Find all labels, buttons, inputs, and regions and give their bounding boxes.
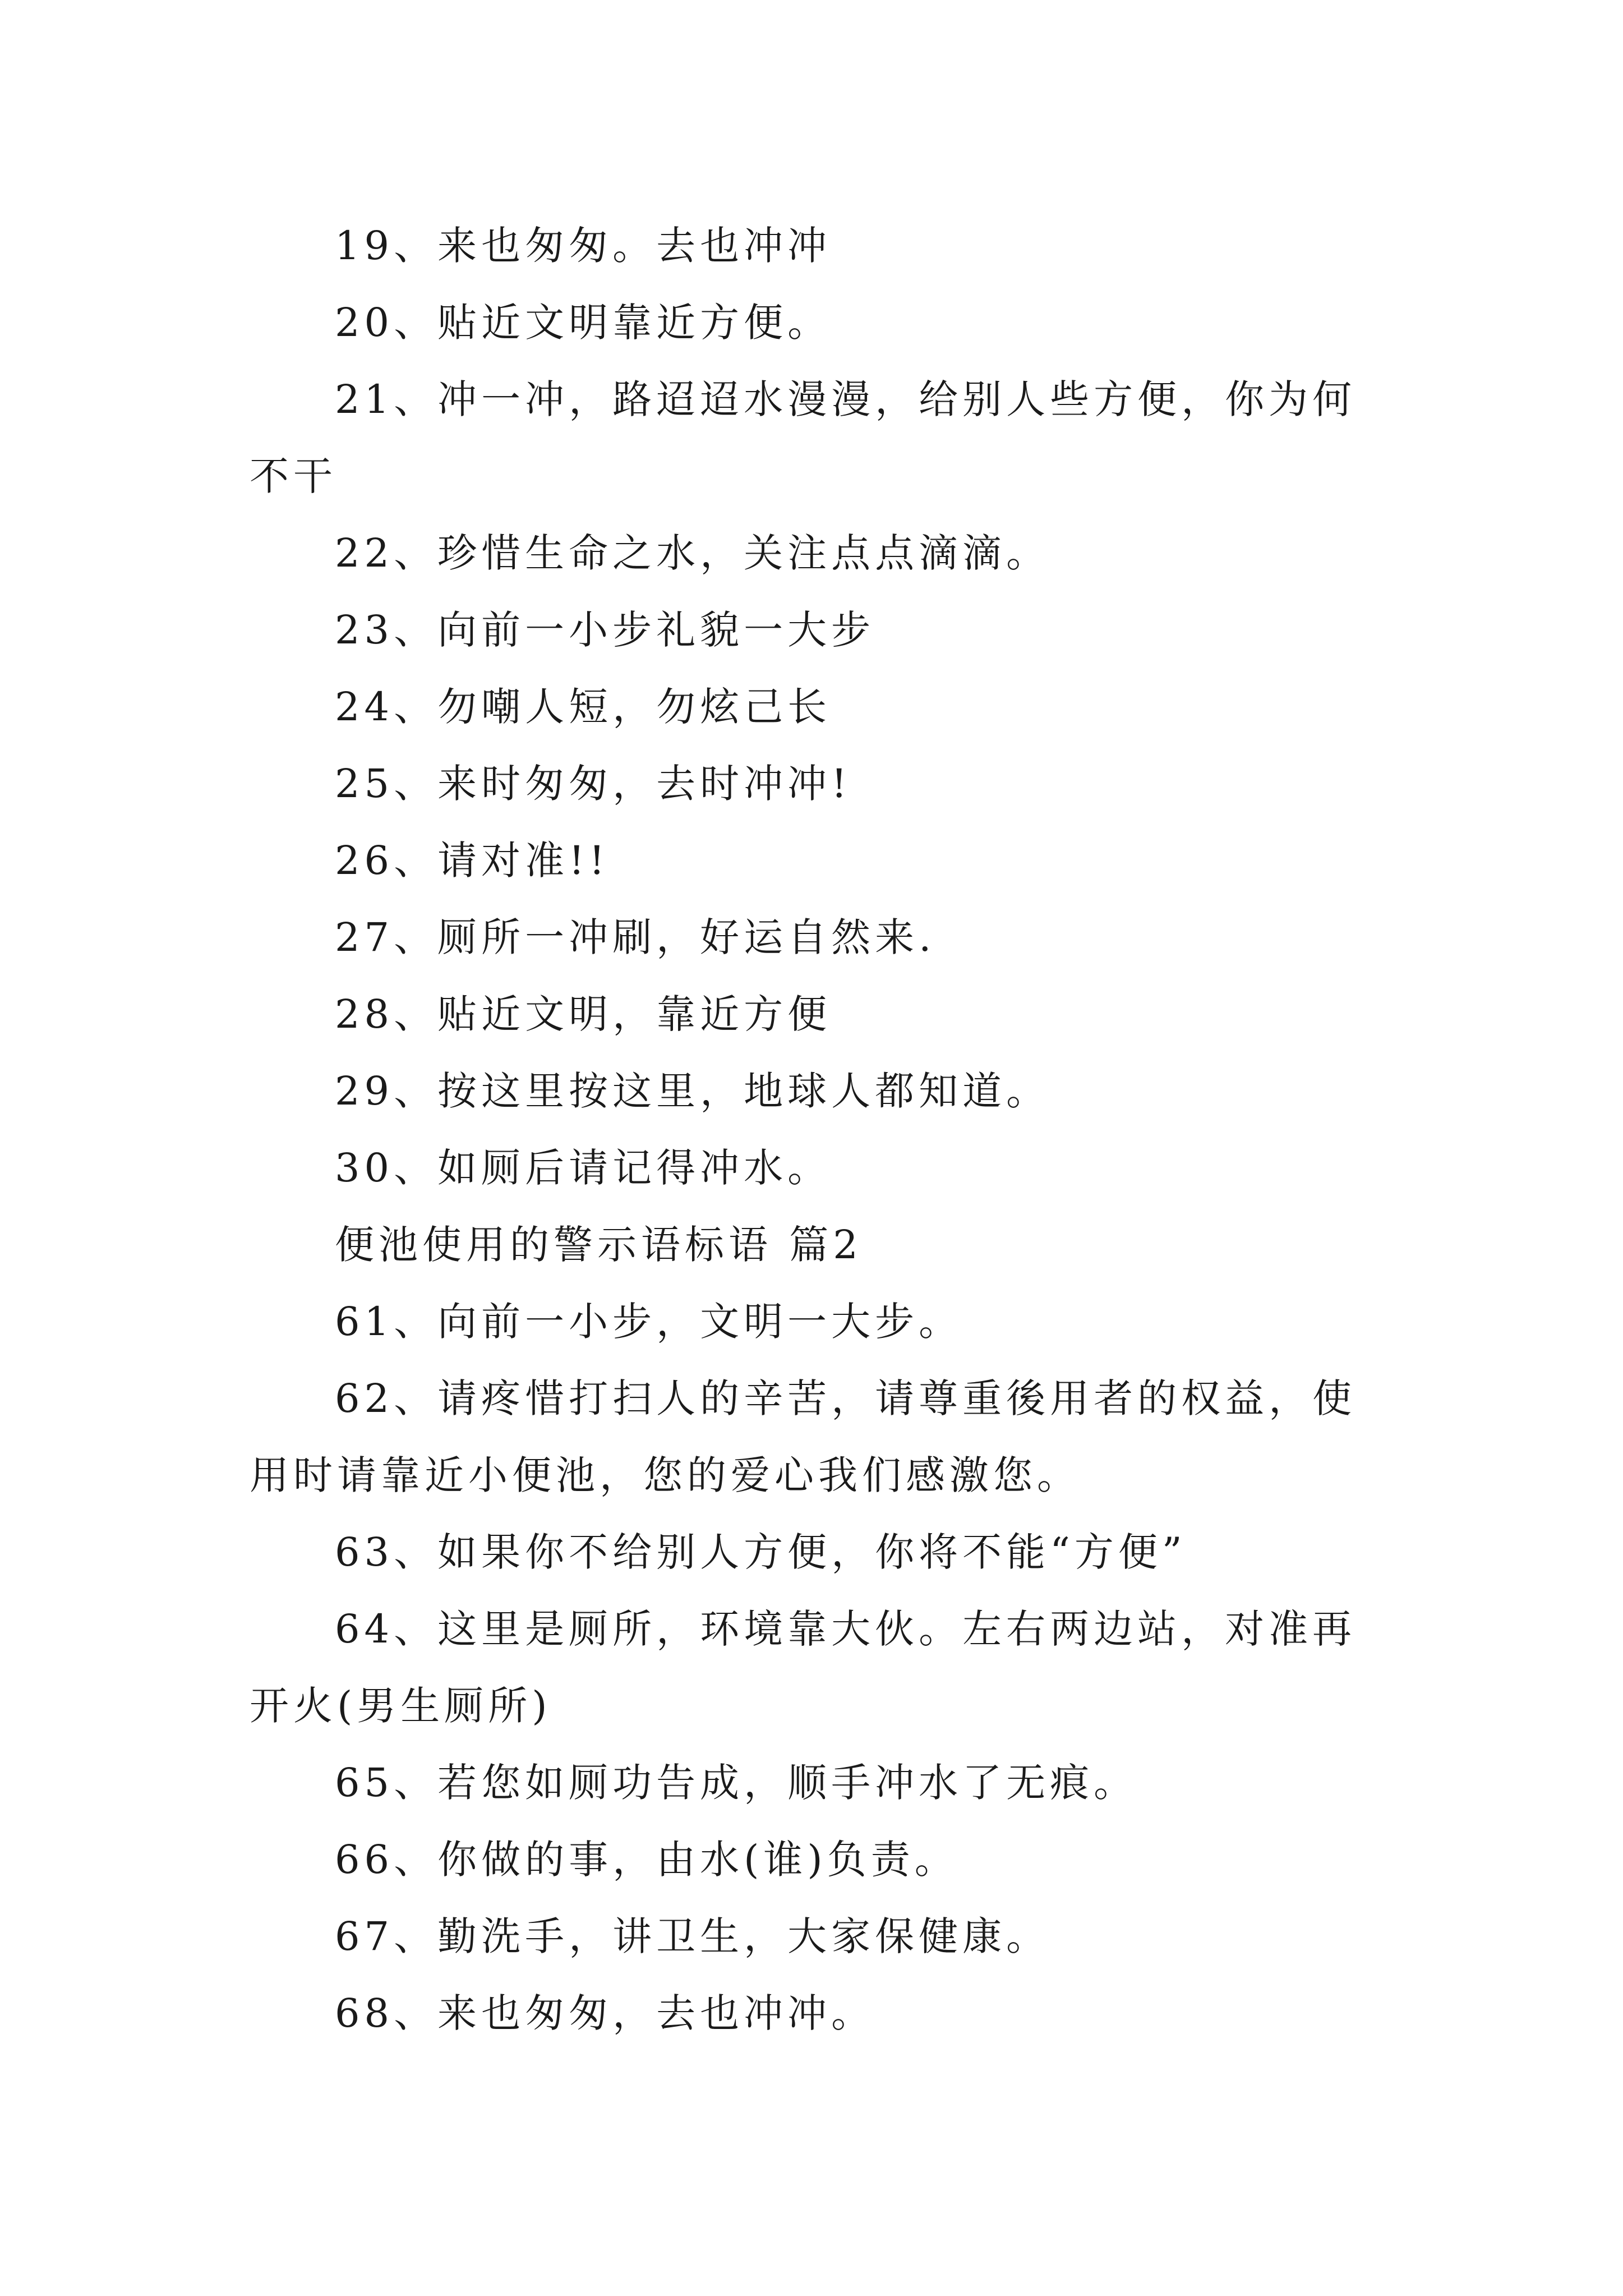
paragraph-26: 26、请对准!! [335, 838, 610, 884]
paragraph-24: 24、勿嘲人短，勿炫己长 [335, 684, 832, 730]
paragraph-19: 19、来也匆匆。去也冲冲 [335, 223, 832, 269]
paragraph-29: 29、按这里按这里，地球人都知道。 [335, 1068, 1050, 1114]
paragraph-61: 61、向前一小步，文明一大步。 [335, 1299, 963, 1345]
paragraph-66: 66、你做的事，由水(谁)负责。 [335, 1837, 958, 1883]
paragraph-28: 28、贴近文明，靠近方便 [335, 991, 832, 1037]
paragraph-27: 27、厕所一冲刷，好运自然来. [335, 914, 936, 960]
paragraph-62: 62、请疼惜打扫人的辛苦，请尊重後用者的权益，使用时请靠近小便池，您的爱心我们感激您。 [250, 1375, 1357, 1498]
paragraph-64: 64、这里是厕所，环境靠大伙。左右两边站，对准再开火(男生厕所) [250, 1606, 1357, 1729]
paragraph-22: 22、珍惜生命之水，关注点点滴滴。 [335, 530, 1050, 576]
paragraph-23: 23、向前一小步礼貌一大步 [335, 607, 875, 653]
document-body [250, 208, 1388, 2052]
paragraph-67: 67、勤洗手，讲卫生，大家保健康。 [335, 1913, 1050, 1959]
paragraph-68: 68、来也匆匆，去也冲冲。 [335, 1990, 875, 2036]
paragraph-21: 21、冲一冲，路迢迢水漫漫，给别人些方便，你为何不干 [250, 376, 1357, 499]
paragraph-25: 25、来时匆匆，去时冲冲! [335, 761, 852, 807]
section-heading: 便池使用的警示语标语 篇2 [335, 1222, 863, 1268]
paragraph-65: 65、若您如厕功告成，顺手冲水了无痕。 [335, 1760, 1138, 1806]
paragraph-20: 20、贴近文明靠近方便。 [335, 300, 832, 346]
paragraph-30: 30、如厕后请记得冲水。 [335, 1145, 832, 1191]
paragraph-63: 63、如果你不给别人方便，你将不能“方便” [335, 1529, 1187, 1575]
